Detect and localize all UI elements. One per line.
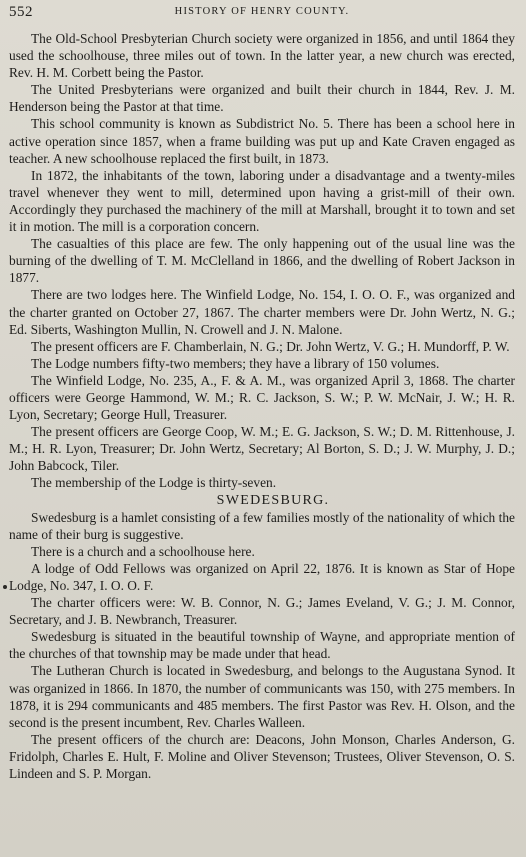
paragraph-presbyterian: The Old-School Presbyterian Church society were organized in 1856, and until 1864 they used the schoolhouse, three miles out of town. In the latter year, a new church was erected, Rev. H. M. Corbett being the Pastor. xyxy=(9,31,515,81)
paragraph-united-presbyterians: The United Presbyterians were organized and built their church in 1844, Rev. J. M. Henderson being the Pastor at that time. xyxy=(9,82,515,115)
paragraph-wayne-township: Swedesburg is situated in the beautiful township of Wayne, and appropriate mention of the churches of that township may be made under that head. xyxy=(9,629,515,662)
paragraph-church-officers: The present officers of the church are: Deacons, John Monson, Charles Anderson, G. Fridolph, Charles E. Hult, F. Moline and Oliver Stevenson; Trustees, Oliver Stevenson, O. S. Lindeen and S. P. Morgan. xyxy=(9,731,515,782)
paragraph-charter-officers: The charter officers were: W. B. Connor, N. G.; James Eveland, V. G.; J. M. Connor, Secretary, and J. B. Newbranch, Treasurer. xyxy=(9,595,515,628)
paragraph-masonic-lodge: The Winfield Lodge, No. 235, A., F. & A. M., was organized April 3, 1868. The charter officers were George Hammond, W. M.; R. C. Jackson, S. W.; P. W. McNair, J. W.; H. R. Lyon, Secretary; George Hull, Treasurer. xyxy=(9,372,515,423)
paragraph-school: This school community is known as Subdistrict No. 5. There has been a school here in active operation since 1857, when a frame building was put up and Kate Craven engaged as teacher. A new schoolhouse replaced the first built, in 1873. xyxy=(9,116,515,166)
paragraph-church-school: There is a church and a schoolhouse here. xyxy=(31,543,255,559)
margin-bullet-mark xyxy=(3,585,7,589)
paragraph-masonic-officers: The present officers are George Coop, W. M.; E. G. Jackson, S. W.; D. M. Rittenhouse, J. M.; H. R. Lyon, Treasurer; Dr. John Wertz, Secretary; Al Borton, S. D.; J. W. Murphy, J. D.; John Babcock, Tiler. xyxy=(9,424,515,474)
section-heading: SWEDESBURG. xyxy=(216,492,330,508)
paragraph-swedesburg-hamlet: Swedesburg is a hamlet consisting of a few families mostly of the nationality of which the name of their burg is suggestive. xyxy=(9,509,515,542)
paragraph-mill: In 1872, the inhabitants of the town, laboring under a disadvantage and a twenty-miles travel whenever they went to mill, determined upon having a grist-mill of their own. Accordingly they purchased the machinery of the mill at Marshall, brought it to town and set it in motion. The mill is a corporation concern. xyxy=(9,167,515,235)
running-head xyxy=(9,4,515,21)
paragraph-lodge-library: The Lodge numbers fifty-two members; they have a library of 150 volumes. xyxy=(31,355,440,371)
paragraph-casualties: The casualties of this place are few. The only happening out of the usual line was the burning of the dwelling of T. M. McClelland in 1866, and the dwelling of Robert Jackson in 1877. xyxy=(9,236,515,286)
paragraph-membership: The membership of the Lodge is thirty-seven. xyxy=(31,475,277,491)
page-body xyxy=(9,30,515,782)
page-number: 552 xyxy=(9,4,33,20)
running-title: HISTORY OF HENRY COUNTY. xyxy=(174,6,350,17)
paragraph-lutheran-church: The Lutheran Church is located in Swedesburg, and belongs to the Augustana Synod. It was organized in 1866. In 1870, the number of communicants was 150, with 275 members. In 1878, it is 294 communicants and 485 members. The first Pastor was Rev. H. Olson, and the second is the present incumbent, Rev. Charles Walleen. xyxy=(9,663,515,730)
paragraph-ioof-officers: The present officers are F. Chamberlain, N. G.; Dr. John Wertz, V. G.; H. Mundorff, P. W. xyxy=(31,338,510,354)
paragraph-odd-fellows: A lodge of Odd Fellows was organized on April 22, 1876. It is known as Star of Hope Lodge, No. 347, I. O. O. F. xyxy=(9,560,515,593)
paragraph-lodges: There are two lodges here. The Winfield Lodge, No. 154, I. O. O. F., was organized and the charter granted on October 27, 1867. The charter members were Dr. John Wertz, N. G.; Ed. Siberts, Washington Mullin, N. Crowell and J. N. Malone. xyxy=(9,287,515,337)
